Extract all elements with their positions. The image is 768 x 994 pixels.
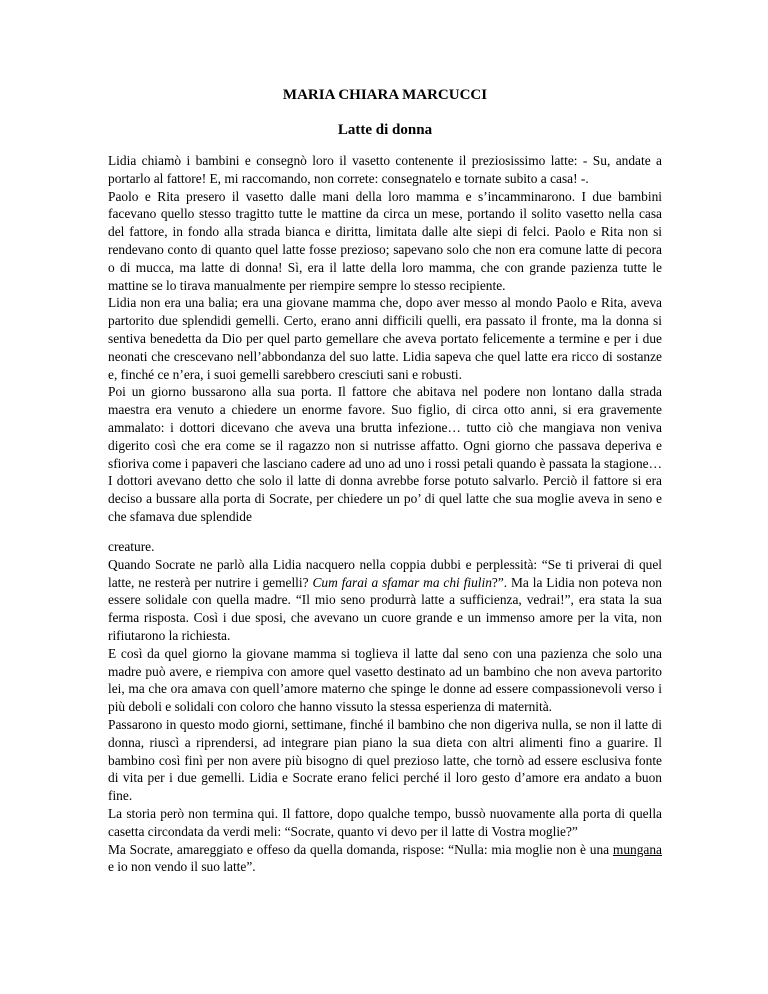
paragraph: creature. [108, 539, 155, 554]
paragraph: Lidia chiamò i bambini e consegnò loro il vasetto contenente il preziosissimo latte: - Su, andate a portarlo al fattore! E, mi raccomando, non correte: consegnatelo e tornate subito a casa! -. [108, 153, 662, 186]
text-run: ?”. Ma la Lidia non poteva non essere solidale con quella madre. “Il mio seno produrrà latte a sufficienza, vedrai!”, era stata la sua ferma risposta. Così i due sposi, che avevano un cuore grande e un immenso amore per la vita, non rifiutarono la richiesta. [108, 574, 663, 643]
paragraph: E così da quel giorno la giovane mamma si toglieva il latte dal seno con una pazienza che solo una madre può avere, e riempiva con amore quel vasetto destinato ad un bambino che non aveva partorito lei, ma che ora amava con quell’amore materno che spinge le donne ad essere compassionevoli verso i più deboli e solidali con coloro che hanno vissuto la stessa esperienza di maternità. [108, 645, 662, 715]
underlined-word: mungana [612, 841, 662, 857]
paragraph: Paolo e Rita presero il vasetto dalle mani della loro mamma e s’incamminarono. I due bambini facevano quello stesso tragitto tutte le mattine da circa un mese, portando il solito vasetto nella casa del fattore, in fondo alla strada bianca e diritta, limitata dalle alte siepi di felci. Paolo e Rita non si rendevano conto di quanto quel latte fosse prezioso; sapevano solo che non era comune latte di pecora o di mucca, ma latte di donna! Sì, era il latte della loro mamma, che con grande pazienza tutte le mattine se lo tirava manualmente per riempire sempre lo stesso recipiente. [108, 188, 662, 293]
text-run: Quando Socrate ne parlò alla Lidia nacquero nella coppia dubbi e perplessità: “Se ti priverai di quel latte, ne resterà per nutrire i gemelli? [108, 556, 662, 590]
author-name: MARIA CHIARA MARCUCCI [282, 87, 488, 103]
story-body-part-2 [108, 538, 662, 876]
text-run: e io non vendo il suo latte”. [108, 859, 256, 875]
paragraph-with-dialect [108, 556, 662, 645]
text-run: Ma Socrate, amareggiato e offeso da quella domanda, rispose: “Nulla: mia moglie non è una [108, 841, 613, 857]
paragraph: Passarono in questo modo giorni, settimane, finché il bambino che non digeriva nulla, se non il latte di donna, riuscì a riprendersi, ad integrare pian piano la sua dieta con altri alimenti fino a guarire. Il bambino così finì per non avere più bisogno di quel prezioso latte, che tornò ad essere esclusiva fonte di vita per i due gemelli. Lidia e Socrate erano felici perché il loro gesto d’amore era andato a buon fine. [108, 716, 662, 804]
paragraph-with-underline [108, 841, 662, 877]
paragraph: La storia però non termina qui. Il fattore, dopo qualche tempo, bussò nuovamente alla porta di quella casetta circondata da verdi meli: “Socrate, quanto vi devo per il latte di Vostra moglie?” [108, 805, 662, 839]
story-title: Latte di donna [337, 122, 433, 138]
dialect-phrase: Cum farai a sfamar ma chi fiulin [312, 574, 492, 590]
paragraph: Lidia non era una balia; era una giovane mamma che, dopo aver messo al mondo Paolo e Rita, aveva partorito due splendidi gemelli. Certo, erano anni difficili quelli, era passato il fronte, ma la donna si sentiva benedetta da Dio per quel parto gemellare che aveva portato felicemente a termine e per i due neonati che crescevano nell’abbondanza del suo latte. Lidia sapeva che quel latte era ricco di sostanze e, finché ce n’era, i suoi gemelli sarebbero cresciuti sani e robusti. [108, 295, 662, 382]
paragraph: Poi un giorno bussarono alla sua porta. Il fattore che abitava nel podere non lontano dalla strada maestra era venuto a chiedere un enorme favore. Suo figlio, di circa otto anni, si era gravemente ammalato: i dottori dicevano che aveva una brutta infezione… tutto ciò che mangiava non veniva digerito così che era come se il ragazzo non si nutrisse affatto. Ogni giorno che passava deperiva e sfioriva come i papaveri che lasciano cadere ad uno ad uno i rossi petali quando è passata la stagione… I dottori avevano detto che solo il latte di donna avrebbe forse potuto salvarlo. Perciò il fattore si era deciso a bussare alla porta di Socrate, per chiedere un po’ di quel latte che sua moglie aveva in seno e che sfamava due splendide [108, 384, 662, 524]
story-body-part-1 [108, 152, 662, 526]
